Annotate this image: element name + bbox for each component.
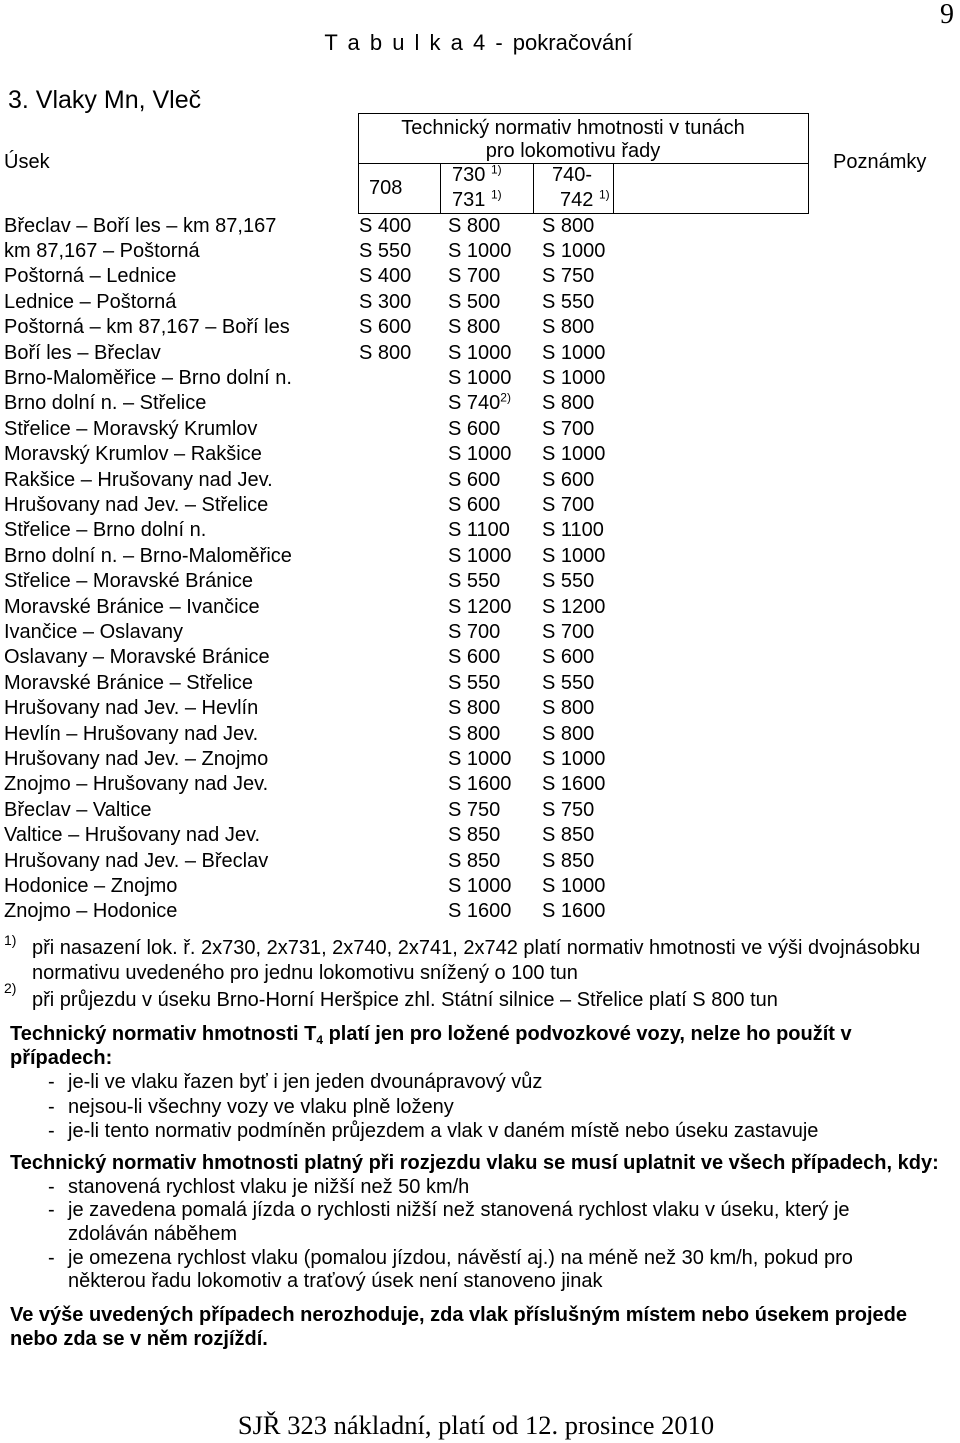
cell-usek-value: Hrušovany nad Jev. – Střelice <box>4 493 269 516</box>
cell-740-value: S 1000 <box>542 366 606 389</box>
cell-708 <box>359 315 411 340</box>
cell-usek <box>4 518 206 543</box>
cell-708-value: S 600 <box>359 316 412 339</box>
list-item: je omezena rychlost vlaku (pomalou jízdou, návěstí aj.) na méně než 30 km/h, pokud pro <box>68 1247 853 1269</box>
footnote-1-marker: 1) <box>4 932 17 948</box>
cell-708-value: S 400 <box>359 265 412 288</box>
cell-740-value: S 750 <box>542 798 595 821</box>
cell-usek <box>4 747 268 772</box>
cell-740-value: S 1100 <box>542 519 604 542</box>
table-caption: T a b u l k a 4 - pokračování <box>324 30 633 55</box>
list-item: je zavedena pomalá jízda o rychlosti nižší než stanovená rychlost vlaku v úseku, který je <box>68 1199 850 1221</box>
cell-708-value: S 550 <box>359 239 412 262</box>
cell-730 <box>448 544 511 569</box>
footnote-ref: 1) <box>490 187 502 202</box>
cell-730 <box>448 798 500 823</box>
table-row <box>0 798 808 823</box>
footnote-1-text: při nasazení lok. ř. 2x730, 2x731, 2x740, 2x741, 2x742 platí normativ hmotnosti ve výši dvojnásobku <box>32 937 921 959</box>
cell-740 <box>542 468 594 493</box>
table-row <box>0 264 808 289</box>
cell-usek <box>4 595 260 620</box>
cell-usek-value: Poštorná – Lednice <box>4 265 177 288</box>
cell-740 <box>542 290 594 315</box>
t4-rule-heading <box>10 1022 852 1046</box>
cell-740-value: S 1000 <box>542 747 606 770</box>
cell-740 <box>542 722 594 747</box>
cell-usek <box>4 849 268 874</box>
column-header-poznamky: Poznámky <box>833 151 927 173</box>
cell-730 <box>448 442 511 467</box>
list-item: je-li tento normativ podmíněn průjezdem a vlak v daném místě nebo úseku zastavuje <box>68 1120 819 1142</box>
cell-730 <box>448 899 511 924</box>
table-row <box>0 468 808 493</box>
cell-usek <box>4 569 253 594</box>
cell-usek <box>4 468 273 493</box>
list-item: nejsou-li všechny vozy ve vlaku plně loženy <box>68 1096 454 1118</box>
cell-730-value: S 800 <box>448 722 501 745</box>
cell-usek-value: Hrušovany nad Jev. – Znojmo <box>4 747 269 770</box>
footnote-ref: 1) <box>490 162 502 177</box>
cell-usek <box>4 442 262 467</box>
cell-usek-value: Brno dolní n. – Střelice <box>4 392 207 415</box>
list-bullet: - <box>48 1120 55 1142</box>
cell-730 <box>448 772 511 797</box>
loco-730-label: 730 <box>452 164 486 186</box>
cell-740 <box>542 442 605 467</box>
cell-740-value: S 1000 <box>542 443 606 466</box>
cell-740 <box>542 391 594 416</box>
cell-730-value: S 600 <box>448 493 501 516</box>
table-row <box>0 493 808 518</box>
cell-usek <box>4 671 253 696</box>
cell-740-value: S 800 <box>542 722 595 745</box>
cell-730-value: S 1600 <box>448 900 512 923</box>
cell-730-value: S 1000 <box>448 443 512 466</box>
cell-740 <box>542 366 605 391</box>
table-row <box>0 442 808 467</box>
footnote-1-text-cont: normativu uvedeného pro jednu lokomotivu snížený o 100 tun <box>32 962 578 984</box>
cell-730-value: S 1000 <box>448 544 512 567</box>
column-header-usek: Úsek <box>4 151 50 173</box>
list-item-cont: zdoláván náběhem <box>68 1223 238 1245</box>
cell-740-value: S 600 <box>542 468 595 491</box>
cell-usek-value: Znojmo – Hrušovany nad Jev. <box>4 773 269 796</box>
cell-730 <box>448 874 511 899</box>
cell-740-value: S 1200 <box>542 595 606 618</box>
cell-740 <box>542 493 594 518</box>
column-header-742 <box>560 188 610 212</box>
cell-730 <box>448 620 500 645</box>
table-row <box>0 772 808 797</box>
page-number: 9 <box>940 0 954 30</box>
cell-usek <box>4 214 276 239</box>
cell-usek-value: Moravské Bránice – Střelice <box>4 671 253 694</box>
cell-usek-value: Moravský Krumlov – Rakšice <box>4 443 262 466</box>
cell-730-value: S 800 <box>448 697 501 720</box>
cell-740-value: S 700 <box>542 620 595 643</box>
cell-730 <box>448 849 500 874</box>
cell-708-value: S 400 <box>359 214 412 237</box>
cell-730-value: S 1600 <box>448 773 512 796</box>
table-rule-v <box>533 163 534 214</box>
cell-730-value: S 1100 <box>448 519 510 542</box>
cell-usek-value: Lednice – Poštorná <box>4 290 177 313</box>
cell-usek <box>4 493 268 518</box>
cell-740 <box>542 315 594 340</box>
cell-usek <box>4 620 183 645</box>
closing-line-cont: nebo zda se v něm rozjíždí. <box>10 1328 268 1350</box>
cell-usek-value: Břeclav – Valtice <box>4 798 152 821</box>
table-row <box>0 645 808 670</box>
cell-usek-value: Brno dolní n. – Brno-Maloměřice <box>4 544 292 567</box>
cell-730 <box>448 518 510 543</box>
cell-usek <box>4 772 268 797</box>
cell-730 <box>448 264 500 289</box>
table-row <box>0 874 808 899</box>
table-row <box>0 366 808 391</box>
table-row <box>0 620 808 645</box>
cell-740 <box>542 823 594 848</box>
cell-740-value: S 1000 <box>542 341 606 364</box>
cell-740-value: S 750 <box>542 265 595 288</box>
column-header-730 <box>452 163 502 187</box>
list-item: je-li ve vlaku řazen byť i jen jeden dvounápravový vůz <box>68 1071 543 1093</box>
cell-740 <box>542 569 594 594</box>
cell-usek <box>4 645 270 670</box>
cell-708-value: S 300 <box>359 290 412 313</box>
cell-usek <box>4 366 292 391</box>
cell-740 <box>542 849 594 874</box>
cell-usek-value: Hevlín – Hrušovany nad Jev. <box>4 722 259 745</box>
cell-740-value: S 600 <box>542 646 595 669</box>
table-row <box>0 696 808 721</box>
cell-usek <box>4 544 292 569</box>
cell-730 <box>448 214 500 239</box>
cell-usek <box>4 696 258 721</box>
table-row <box>0 341 808 366</box>
cell-730 <box>448 747 511 772</box>
t4-heading-part: Technický normativ hmotnosti T <box>10 1023 317 1045</box>
column-header-normativ: Technický normativ hmotnosti v tunách <box>401 117 745 139</box>
column-header-731 <box>452 188 502 212</box>
cell-usek-value: Moravské Bránice – Ivančice <box>4 595 260 618</box>
cell-usek-value: Střelice – Moravské Bránice <box>4 570 253 593</box>
cell-740 <box>542 645 594 670</box>
cell-730-value: S 850 <box>448 824 501 847</box>
cell-740 <box>542 239 605 264</box>
cell-730-value: S 550 <box>448 570 501 593</box>
cell-708 <box>359 239 411 264</box>
cell-740-value: S 1000 <box>542 239 606 262</box>
cell-usek-value: Střelice – Moravský Krumlov <box>4 417 258 440</box>
cell-usek-value: Poštorná – km 87,167 – Boří les <box>4 316 290 339</box>
cell-usek-value: Hrušovany nad Jev. – Břeclav <box>4 849 269 872</box>
cell-740 <box>542 595 605 620</box>
cell-730 <box>448 341 511 366</box>
column-header-708: 708 <box>369 177 403 199</box>
cell-730-value: S 740 <box>448 392 501 415</box>
cell-730-value: S 1200 <box>448 595 512 618</box>
table-row <box>0 518 808 543</box>
cell-730-value: S 800 <box>448 316 501 339</box>
cell-730 <box>448 468 500 493</box>
cell-740-value: S 550 <box>542 290 595 313</box>
table-rule-v <box>440 163 441 214</box>
cell-730-value: S 700 <box>448 265 501 288</box>
cell-740 <box>542 518 604 543</box>
cell-730 <box>448 493 500 518</box>
cell-usek <box>4 290 176 315</box>
table-row <box>0 747 808 772</box>
table-rule-v <box>808 113 809 214</box>
table-row <box>0 595 808 620</box>
cell-740-value: S 550 <box>542 671 595 694</box>
cell-usek <box>4 315 290 340</box>
cell-730 <box>448 595 511 620</box>
cell-usek-value: Brno-Maloměřice – Brno dolní n. <box>4 366 292 389</box>
table-row <box>0 315 808 340</box>
cell-usek <box>4 798 151 823</box>
cell-usek-value: Střelice – Brno dolní n. <box>4 519 207 542</box>
cell-730-value: S 1000 <box>448 341 512 364</box>
cell-usek <box>4 239 200 264</box>
cell-730-value: S 1000 <box>448 366 512 389</box>
cell-usek <box>4 391 206 416</box>
t4-heading-part: platí jen pro ložené podvozkové vozy, nelze ho použít v <box>323 1023 852 1045</box>
cell-730 <box>448 417 500 442</box>
table-row <box>0 823 808 848</box>
cell-730-value: S 600 <box>448 417 501 440</box>
footnote-ref: 2) <box>500 390 511 405</box>
cell-usek <box>4 899 177 924</box>
cell-usek-value: Břeclav – Boří les – km 87,167 <box>4 214 277 237</box>
cell-740 <box>542 544 605 569</box>
list-bullet: - <box>48 1247 55 1269</box>
cell-usek-value: Hodonice – Znojmo <box>4 874 178 897</box>
cell-730-value: S 1000 <box>448 747 512 770</box>
list-bullet: - <box>48 1199 55 1221</box>
cell-730-value: S 500 <box>448 290 501 313</box>
cell-740-value: S 1600 <box>542 773 606 796</box>
list-bullet: - <box>48 1176 55 1198</box>
cell-730-value: S 1000 <box>448 874 512 897</box>
cell-708 <box>359 290 411 315</box>
cell-usek-value: Ivančice – Oslavany <box>4 620 183 643</box>
cell-usek-value: Boří les – Břeclav <box>4 341 161 364</box>
cell-usek <box>4 264 176 289</box>
cell-730-value: S 850 <box>448 849 501 872</box>
cell-730 <box>448 569 500 594</box>
cell-740-value: S 700 <box>542 493 595 516</box>
cell-740-value: S 800 <box>542 214 595 237</box>
column-header-normativ-cont: pro lokomotivu řady <box>485 140 661 162</box>
cell-740 <box>542 620 594 645</box>
cell-usek-value: Znojmo – Hodonice <box>4 900 178 923</box>
closing-line: Ve výše uvedených případech nerozhoduje, zda vlak příslušným místem nebo úsekem projede <box>10 1304 907 1326</box>
loco-731-label: 731 <box>452 189 486 211</box>
cell-usek <box>4 722 258 747</box>
cell-740-value: S 800 <box>542 392 595 415</box>
table-row <box>0 290 808 315</box>
cell-usek-value: km 87,167 – Poštorná <box>4 239 200 262</box>
cell-708 <box>359 264 411 289</box>
cell-730-value: S 600 <box>448 646 501 669</box>
cell-740-value: S 850 <box>542 824 595 847</box>
footnote-2-marker: 2) <box>4 980 17 996</box>
footnote-2-text: při průjezdu v úseku Brno-Horní Heršpice zhl. Státní silnice – Střelice platí S 800 tun <box>32 989 778 1011</box>
cell-730-value: S 800 <box>448 214 501 237</box>
cell-740-value: S 1600 <box>542 900 606 923</box>
cell-730-value: S 1000 <box>448 239 512 262</box>
cell-740-value: S 850 <box>542 849 595 872</box>
table-row <box>0 569 808 594</box>
cell-740-value: S 700 <box>542 417 595 440</box>
t4-rule-heading-cont: případech: <box>10 1047 113 1069</box>
cell-730 <box>448 645 500 670</box>
cell-730 <box>448 696 500 721</box>
cell-730 <box>448 391 511 416</box>
cell-usek-value: Hrušovany nad Jev. – Hevlín <box>4 697 259 720</box>
table-row <box>0 899 808 924</box>
cell-740-value: S 1000 <box>542 874 606 897</box>
cell-740-value: S 800 <box>542 697 595 720</box>
table-row <box>0 391 808 416</box>
loco-742-label: 742 <box>560 189 594 211</box>
table-rule-v <box>613 163 614 214</box>
page-footer: SJŘ 323 nákladní, platí od 12. prosince 2010 <box>237 1410 715 1440</box>
table-row <box>0 214 808 239</box>
cell-740 <box>542 899 605 924</box>
cell-708 <box>359 341 411 366</box>
cell-740 <box>542 214 594 239</box>
cell-740 <box>542 747 605 772</box>
cell-usek <box>4 417 257 442</box>
list-item-cont: některou řadu lokomotiv a traťový úsek není stanoveno jinak <box>68 1270 603 1292</box>
cell-708-value: S 800 <box>359 341 412 364</box>
cell-740 <box>542 874 605 899</box>
cell-740-value: S 1000 <box>542 544 606 567</box>
cell-740-value: S 550 <box>542 570 595 593</box>
rozjezd-rule-heading: Technický normativ hmotnosti platný při rozjezdu vlaku se musí uplatnit ve všech případech, kdy: <box>10 1152 939 1174</box>
table-row <box>0 417 808 442</box>
cell-740 <box>542 341 605 366</box>
cell-730 <box>448 671 500 696</box>
cell-730-value: S 600 <box>448 468 501 491</box>
cell-730 <box>448 823 500 848</box>
column-header-740: 740- <box>552 164 593 186</box>
cell-740 <box>542 417 594 442</box>
cell-708 <box>359 214 411 239</box>
footnote-ref: 1) <box>598 187 610 202</box>
cell-usek-value: Valtice – Hrušovany nad Jev. <box>4 824 261 847</box>
cell-740 <box>542 798 594 823</box>
cell-usek-value: Rakšice – Hrušovany nad Jev. <box>4 468 273 491</box>
cell-730-value: S 700 <box>448 620 501 643</box>
cell-740 <box>542 772 605 797</box>
cell-740-value: S 800 <box>542 316 595 339</box>
t4-subscript: 4 <box>316 1033 324 1047</box>
cell-730 <box>448 722 500 747</box>
list-item: stanovená rychlost vlaku je nižší než 50 km/h <box>68 1176 470 1198</box>
cell-usek-value: Oslavany – Moravské Bránice <box>4 646 270 669</box>
list-bullet: - <box>48 1096 55 1118</box>
list-bullet: - <box>48 1071 55 1093</box>
cell-740 <box>542 671 594 696</box>
cell-730 <box>448 290 500 315</box>
cell-730-value: S 750 <box>448 798 501 821</box>
table-row <box>0 544 808 569</box>
cell-730-value: S 550 <box>448 671 501 694</box>
cell-usek <box>4 874 177 899</box>
cell-730 <box>448 239 511 264</box>
cell-usek <box>4 341 161 366</box>
cell-730 <box>448 315 500 340</box>
cell-730 <box>448 366 511 391</box>
table-row <box>0 849 808 874</box>
table-row <box>0 671 808 696</box>
table-row <box>0 722 808 747</box>
cell-usek <box>4 823 260 848</box>
table-row <box>0 239 808 264</box>
table-rule-h <box>358 113 809 114</box>
cell-740 <box>542 264 594 289</box>
cell-740 <box>542 696 594 721</box>
section-title: 3. Vlaky Mn, Vleč <box>8 86 202 114</box>
